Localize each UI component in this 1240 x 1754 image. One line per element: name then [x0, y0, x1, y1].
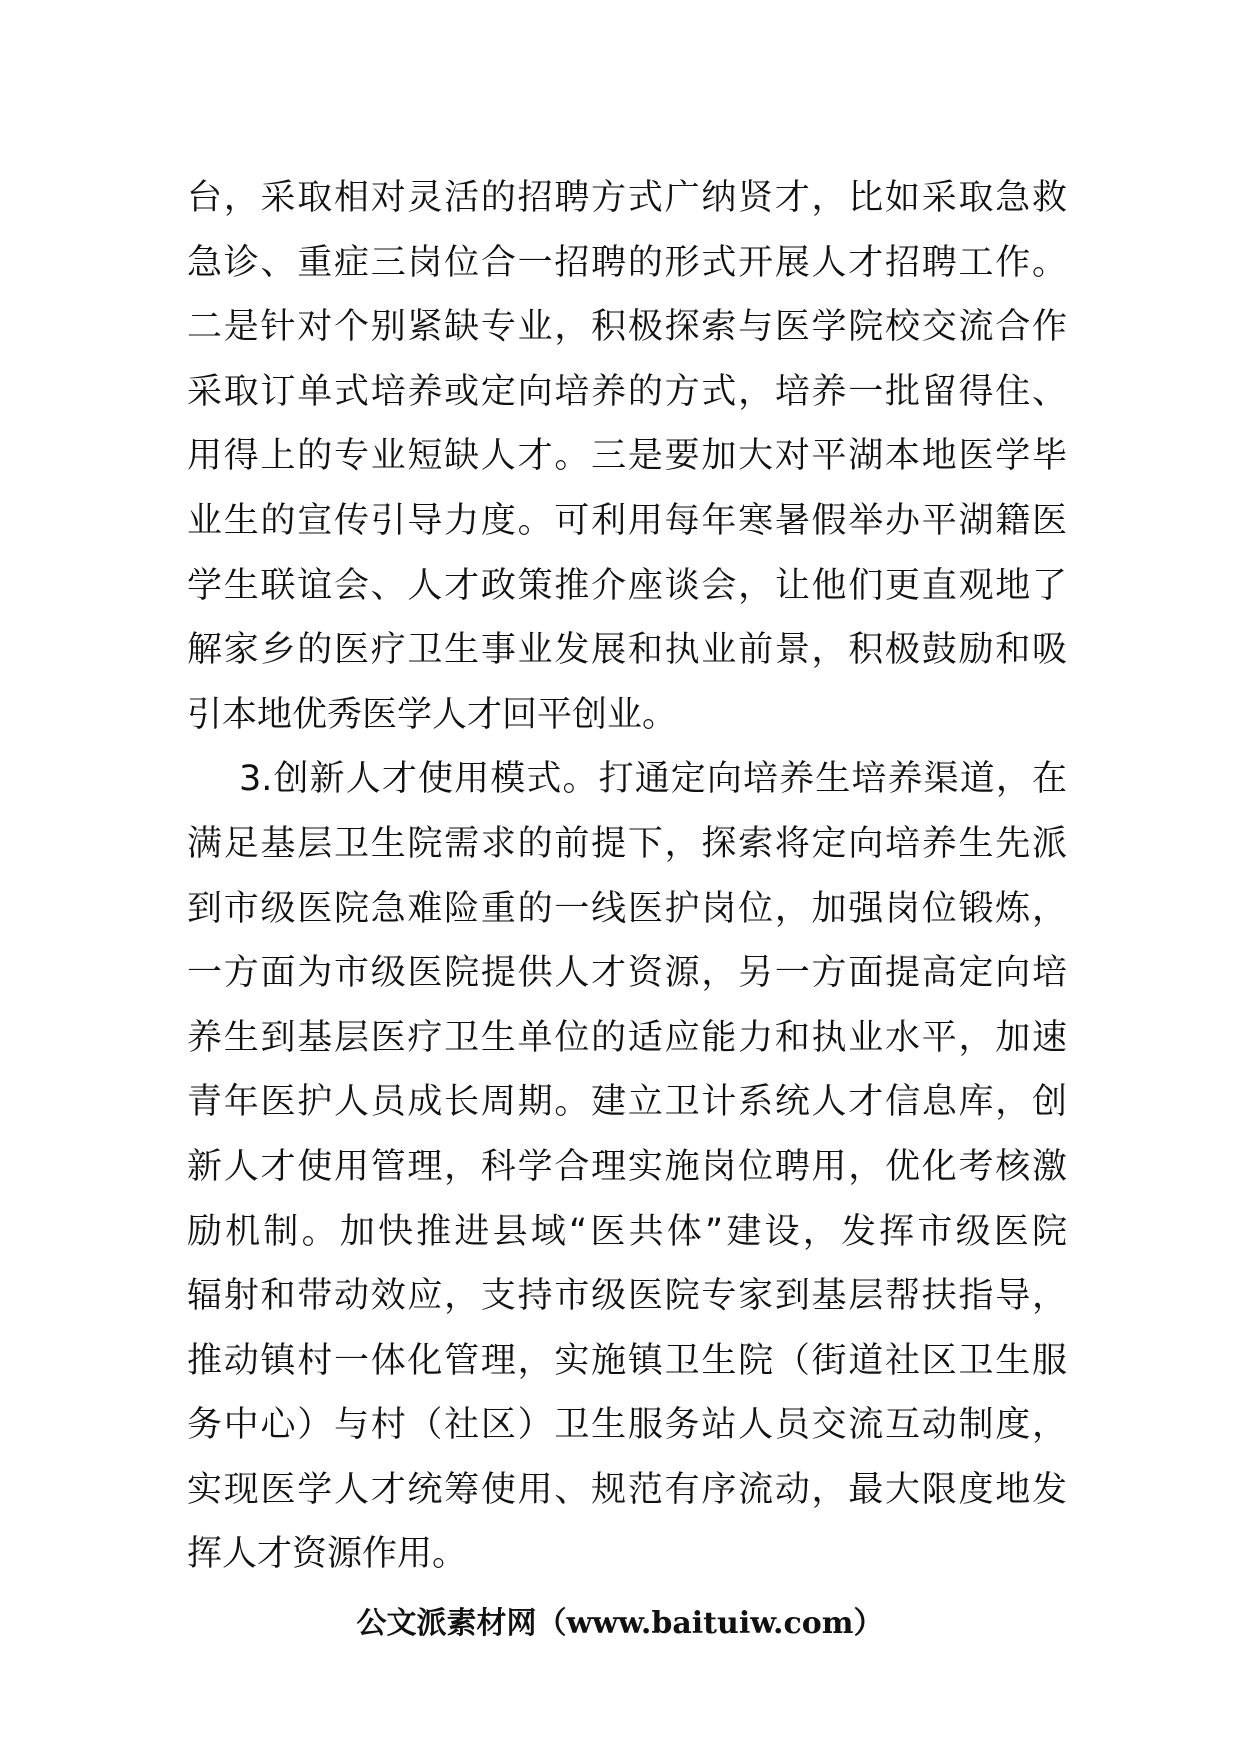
text-line: 挥人才资源作用。: [187, 1534, 468, 1575]
text-line: 用得上的专业短缺人才。三是要加大对平湖本地医学毕: [187, 436, 1067, 477]
text-line: 采取订单式培养或定向培养的方式，培养一批留得住、: [187, 371, 1067, 412]
text-line: 推动镇村一体化管理，实施镇卫生院（街道社区卫生服: [187, 1340, 1067, 1381]
text-line: 青年医护人员成长周期。建立卫计系统人才信息库，创: [187, 1082, 1067, 1123]
section-heading-line: 3.创新人才使用模式。打通定向培养生培养渠道，在: [239, 759, 1067, 800]
text-line: 二是针对个别紧缺专业，积极探索与医学院校交流合作: [187, 307, 1067, 348]
footer-watermark: 公文派素材网（www.baituiw.com）: [356, 1606, 884, 1641]
text-line: 解家乡的医疗卫生事业发展和执业前景，积极鼓励和吸: [187, 630, 1067, 671]
text-line: 到市级医院急难险重的一线医护岗位，加强岗位锻炼，: [187, 888, 1067, 929]
text-line: 学生联谊会、人才政策推介座谈会，让他们更直观地了: [187, 565, 1067, 606]
text-line: 急诊、重症三岗位合一招聘的形式开展人才招聘工作。: [187, 242, 1067, 283]
text-line: 务中心）与村（社区）卫生服务站人员交流互动制度，: [187, 1405, 1067, 1446]
document-body: [187, 166, 1067, 1587]
text-line: 满足基层卫生院需求的前提下，探索将定向培养生先派: [187, 823, 1067, 864]
text-line: 一方面为市级医院提供人才资源，另一方面提高定向培: [187, 953, 1067, 994]
text-line: 实现医学人才统筹使用、规范有序流动，最大限度地发: [187, 1469, 1067, 1510]
text-line: 引本地优秀医学人才回平创业。: [187, 694, 678, 735]
text-line: 辐射和带动效应，支持市级医院专家到基层帮扶指导，: [187, 1276, 1067, 1317]
text-line: 励机制。加快推进县域“医共体”建设，发挥市级医院: [187, 1211, 1067, 1252]
text-line: 新人才使用管理，科学合理实施岗位聘用，优化考核激: [187, 1146, 1067, 1187]
text-line: 台，采取相对灵活的招聘方式广纳贤才，比如采取急救: [187, 178, 1067, 218]
text-line: 业生的宣传引导力度。可利用每年寒暑假举办平湖籍医: [187, 500, 1067, 541]
text-line: 养生到基层医疗卫生单位的适应能力和执业水平，加速: [187, 1017, 1067, 1058]
